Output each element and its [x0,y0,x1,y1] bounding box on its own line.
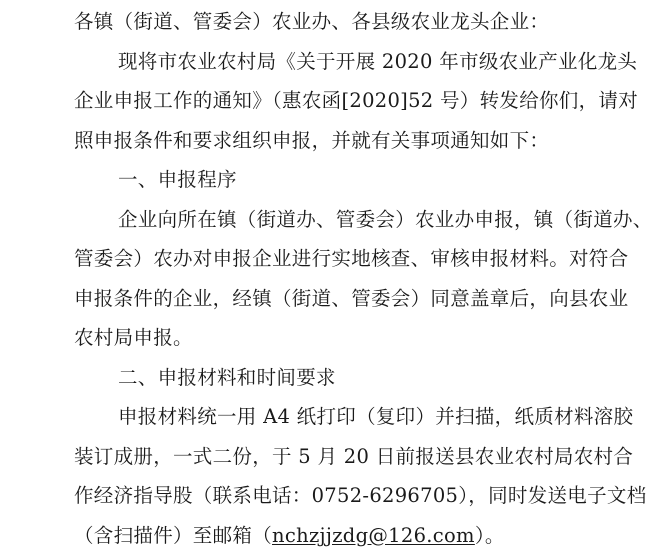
document-line: 现将市农业农村局《关于开展 2020 年市级农业产业化龙头 [118,49,638,73]
section-heading: 二、申报材料和时间要求 [118,365,336,389]
email-suffix: ）。 [474,523,505,547]
document-line: 管委会）农办对申报企业进行实地核查、审核申报材料。对符合 [74,247,629,270]
document-line: 企业向所在镇（街道办、管委会）农业办申报，镇（街道办、 [118,207,653,231]
document-line [74,524,505,548]
document-line: 照申报条件和要求组织申报，并就有关事项通知如下： [74,128,550,152]
document-line: 农村局申报。 [74,326,193,349]
document-line: 装订成册，一式二份，于 5 月 20 日前报送县农业农村局农村合 [74,444,634,468]
section-heading: 一、申报程序 [118,168,237,191]
document-line: 各镇（街道、管委会）农业办、各县级农业龙头企业： [74,10,550,33]
document-line: 企业申报工作的通知》（惠农函[2020]52 号）转发给你们，请对 [74,89,639,112]
email-prefix: （含扫描件）至邮箱（ [74,523,273,547]
document-line: 作经济指导股（联系电话：0752-6296705），同时发送电子文档 [74,484,647,507]
document-line: 申报条件的企业，经镇（街道、管委会）同意盖章后，向县农业 [74,286,629,310]
email-link[interactable]: nchzjjzdg@126.com [272,523,475,547]
document-line: 申报材料统一用 A4 纸打印（复印）并扫描，纸质材料溶胶 [118,405,634,428]
